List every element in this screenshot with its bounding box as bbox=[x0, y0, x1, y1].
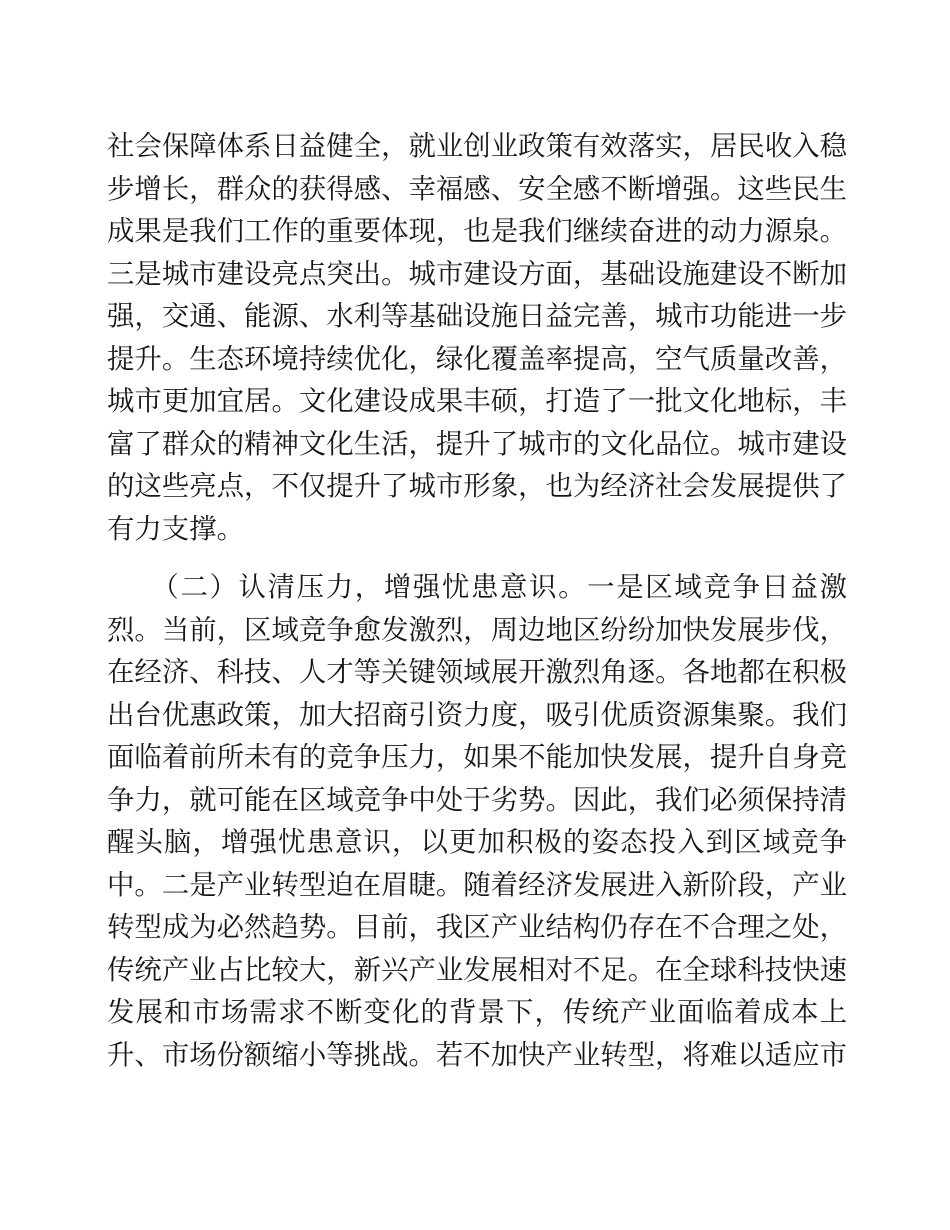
document-text bbox=[107, 125, 847, 1076]
paragraph-1 bbox=[107, 125, 847, 550]
paragraph-2 bbox=[107, 566, 847, 1076]
text-line: 烈。当前，区域竞争愈发激烈，周边地区纷纷加快发展步伐， bbox=[107, 614, 847, 645]
text-line: 社会保障体系日益健全，就业创业政策有效落实，居民收入稳 bbox=[107, 131, 847, 161]
text-line: 富了群众的精神文化生活，提升了城市的文化品位。城市建设 bbox=[107, 428, 847, 459]
text-line: 醒头脑，增强忧患意识，以更加积极的姿态投入到区域竞争 bbox=[107, 827, 847, 857]
text-line: 争力，就可能在区域竞争中处于劣势。因此，我们必须保持清 bbox=[107, 784, 847, 815]
text-line: 在经济、科技、人才等关键领域展开激烈角逐。各地都在积极 bbox=[107, 657, 847, 687]
text-line: 强，交通、能源、水利等基础设施日益完善，城市功能进一步 bbox=[107, 301, 847, 331]
text-line: 面临着前所未有的竞争压力，如果不能加快发展，提升自身竞 bbox=[107, 742, 847, 772]
text-line: 步增长，群众的获得感、幸福感、安全感不断增强。这些民生 bbox=[107, 173, 847, 204]
text-line: 三是城市建设亮点突出。城市建设方面，基础设施建设不断加 bbox=[107, 258, 847, 289]
text-line: 发展和市场需求不断变化的背景下，传统产业面临着成本上 bbox=[107, 997, 847, 1027]
text-line: 转型成为必然趋势。目前，我区产业结构仍存在不合理之处， bbox=[107, 912, 847, 942]
text-line: 出台优惠政策，加大招商引资力度，吸引优质资源集聚。我们 bbox=[107, 699, 847, 730]
text-line: 成果是我们工作的重要体现，也是我们继续奋进的动力源泉。 bbox=[107, 216, 847, 246]
text-line: 有力支撑。 bbox=[107, 513, 244, 544]
text-line: 升、市场份额缩小等挑战。若不加快产业转型，将难以适应市 bbox=[107, 1039, 847, 1070]
text-line: 城市更加宜居。文化建设成果丰硕，打造了一批文化地标，丰 bbox=[107, 386, 847, 416]
text-line: 传统产业占比较大，新兴产业发展相对不足。在全球科技快速 bbox=[107, 954, 847, 985]
text-line: 中。二是产业转型迫在眉睫。随着经济发展进入新阶段，产业 bbox=[107, 869, 847, 900]
text-line: 提升。生态环境持续优化，绿化覆盖率提高，空气质量改善， bbox=[107, 343, 847, 374]
text-line: 的这些亮点，不仅提升了城市形象，也为经济社会发展提供了 bbox=[107, 471, 847, 501]
text-line: （二）认清压力，增强忧患意识。一是区域竞争日益激 bbox=[107, 572, 847, 602]
